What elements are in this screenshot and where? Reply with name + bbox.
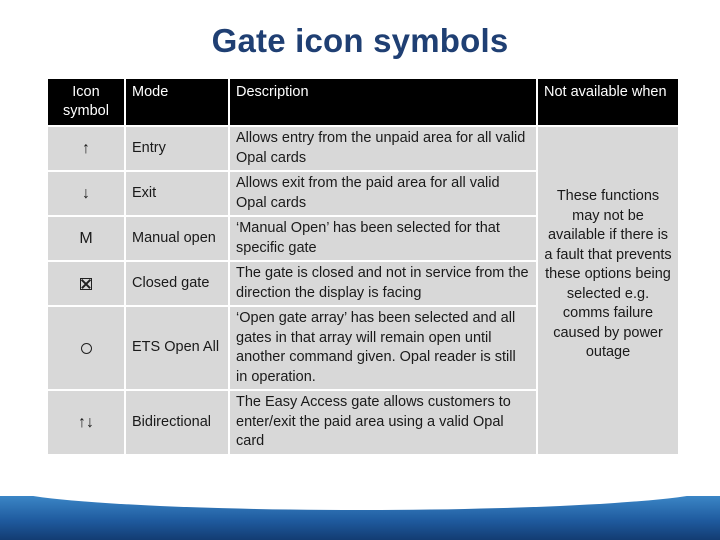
closed-box-icon [80,278,92,290]
arrow-down-icon: ↓ [48,172,124,215]
bidirectional-arrows-icon: ↑↓ [48,391,124,454]
mode-cell: Entry [126,127,228,170]
header-not-available: Not available when [538,79,678,125]
header-icon-symbol: Icon symbol [48,79,124,125]
manual-m-icon: M [48,217,124,260]
not-available-note: These functions may not be available if there is a fault that prevents these options being selected e.g. comms failure caused by power outage [538,127,678,454]
page-title: Gate icon symbols [211,22,509,59]
mode-cell: Closed gate [126,262,228,305]
header-mode: Mode [126,79,228,125]
mode-cell: Bidirectional [126,391,228,454]
gate-icon-table [46,77,680,456]
table-row [48,127,678,170]
description-cell: ‘Open gate array’ has been selected and all gates in that array will remain open until another command given. Opal reader is still in operation. [230,307,536,389]
description-cell: The Easy Access gate allows customers to enter/exit the paid area using a valid Opal card [230,391,536,454]
mode-cell: ETS Open All [126,307,228,389]
description-cell: ‘Manual Open’ has been selected for that specific gate [230,217,536,260]
table-header-row [48,79,678,125]
mode-cell: Manual open [126,217,228,260]
circle-icon [81,343,92,354]
header-description: Description [230,79,536,125]
description-cell: The gate is closed and not in service from the direction the display is facing [230,262,536,305]
description-cell: Allows exit from the paid area for all valid Opal cards [230,172,536,215]
mode-cell: Exit [126,172,228,215]
description-cell: Allows entry from the unpaid area for all valid Opal cards [230,127,536,170]
arrow-up-icon: ↑ [48,127,124,170]
